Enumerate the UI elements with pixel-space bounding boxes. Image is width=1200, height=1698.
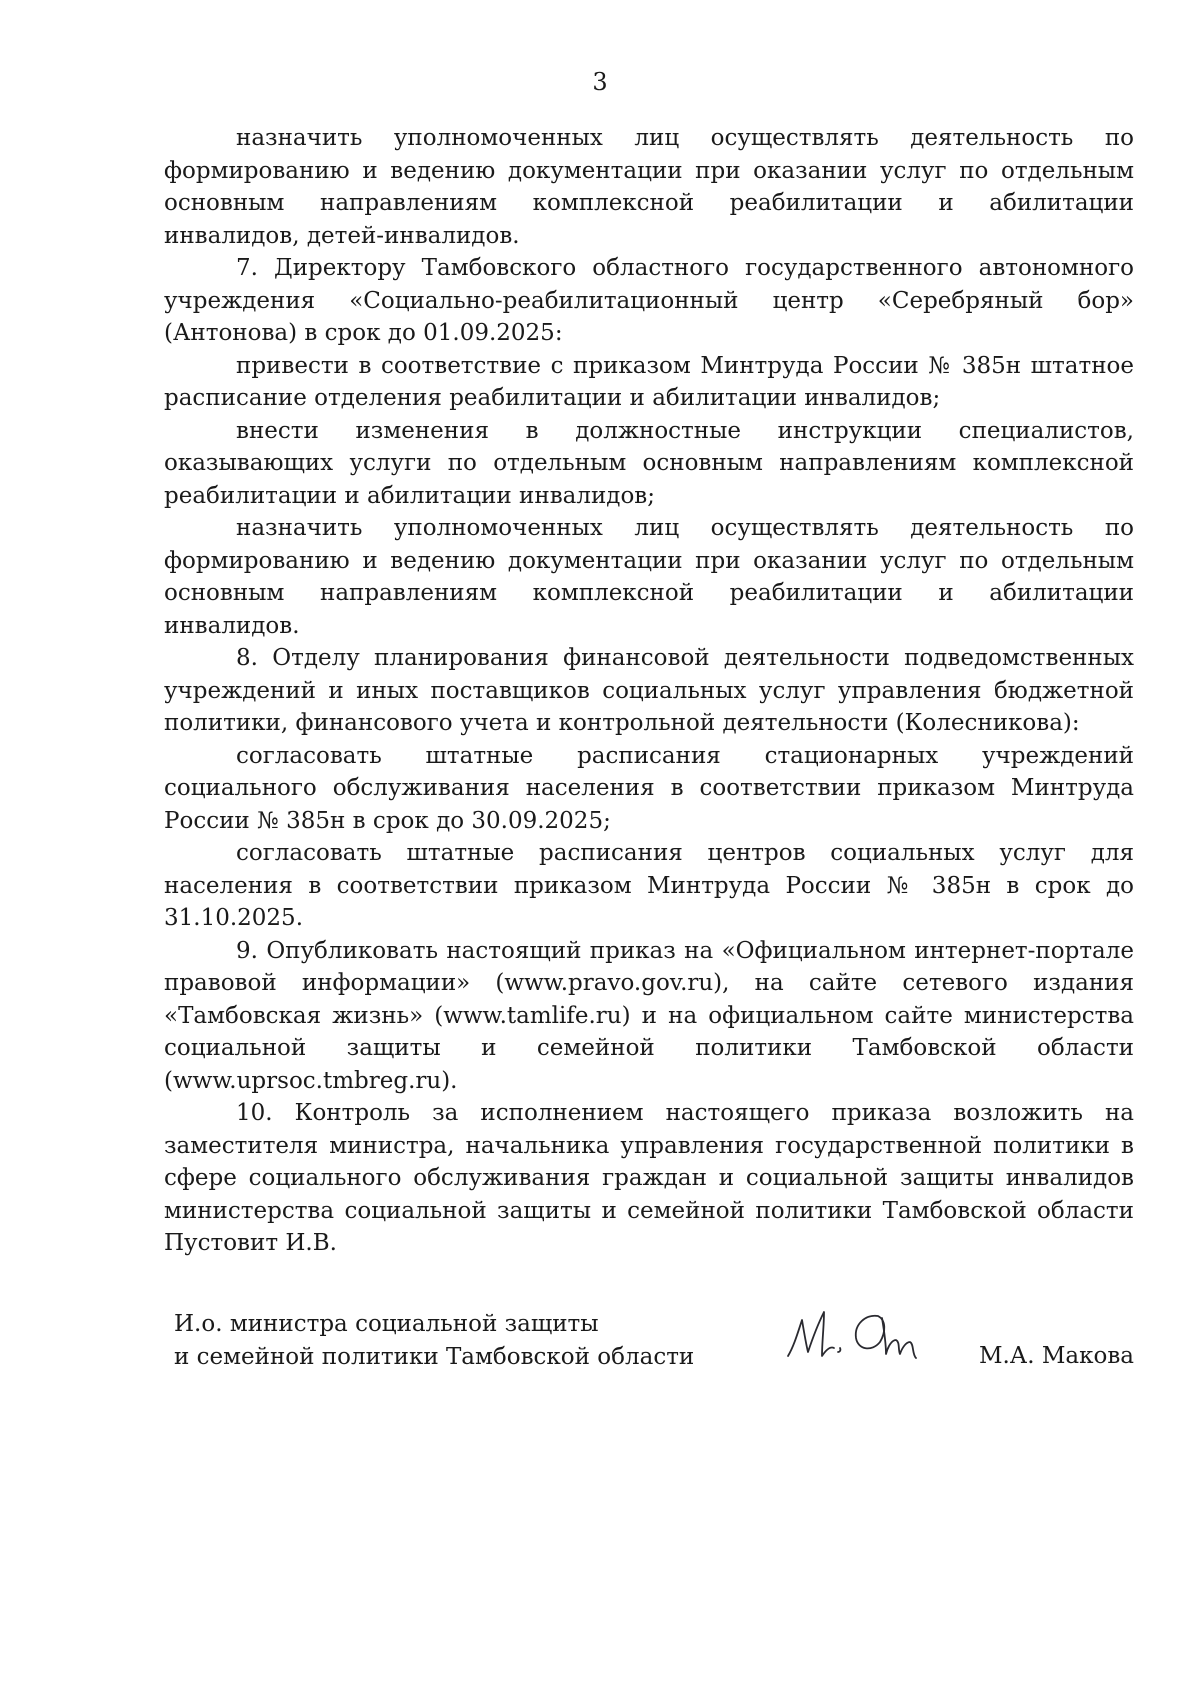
signatory-name: М.А. Макова xyxy=(978,1343,1134,1369)
order-body-text xyxy=(164,122,1134,1260)
page-number: 3 xyxy=(592,68,608,96)
handwritten-signature xyxy=(782,1302,932,1364)
paragraph-approve-center-schedules: согласовать штатные расписания центров социальных услуг для населения в соответствии приказом Минтруда России № 385н в срок до 31.10.2025. xyxy=(164,840,1134,931)
paragraph-appoint-persons: назначить уполномоченных лиц осуществлять деятельность по формированию и ведению документации при оказании услуг по отдельным основным направлениям комплексной реабилитации и абилитации инвалидов. xyxy=(164,515,1134,639)
paragraph-item-9: 9. Опубликовать настоящий приказ на «Официальном интернет-портале правовой информации» (www.pravo.gov.ru), на сайте сетевого издания «Тамбовская жизнь» (www.tamlife.ru) и на официальном сайте министерства социальной защиты и семейной политики Тамбовской области (www.uprsoc.tmbreg.ru). xyxy=(164,937,1134,1094)
paragraph-item-7: 7. Директору Тамбовского областного государственного автономного учреждения «Социально-реабилитационный центр «Серебряный бор» (Антонова) в срок до 01.09.2025: xyxy=(164,255,1134,346)
paragraph-approve-stationary-schedules: согласовать штатные расписания стационарных учреждений социального обслуживания населения в соответствии приказом Минтруда России № 385н в срок до 30.09.2025; xyxy=(164,742,1134,834)
signature-block xyxy=(164,1308,1134,1388)
signatory-position-line-2: и семейной политики Тамбовской области xyxy=(174,1343,695,1370)
paragraph-amend-job-instructions: внести изменения в должностные инструкции специалистов, оказывающих услуги по отдельным основным направлениям комплексной реабилитации и абилитации инвалидов; xyxy=(164,417,1134,509)
paragraph-appoint-persons-detskiy: назначить уполномоченных лиц осуществлять деятельность по формированию и ведению документации при оказании услуг по отдельным основным направлениям комплексной реабилитации и абилитации инвалидов, детей-инвалидов. xyxy=(164,125,1134,249)
signatory-position-line-1: И.о. министра социальной защиты xyxy=(174,1311,599,1337)
paragraph-bring-staff-schedule: привести в соответствие с приказом Минтруда России № 385н штатное расписание отделения реабилитации и абилитации инвалидов; xyxy=(164,352,1134,411)
signatory-position xyxy=(174,1308,734,1373)
paragraph-item-8: 8. Отделу планирования финансовой деятельности подведомственных учреждений и иных поставщиков социальных услуг управления бюджетной политики, финансового учета и контрольной деятельности (Колесникова): xyxy=(164,645,1134,736)
paragraph-item-10: 10. Контроль за исполнением настоящего приказа возложить на заместителя министра, начальника управления государственной политики в сфере социального обслуживания граждан и социальной защиты инвалидов министерства социальной защиты и семейной политики Тамбовской области Пустовит И.В. xyxy=(164,1100,1134,1256)
